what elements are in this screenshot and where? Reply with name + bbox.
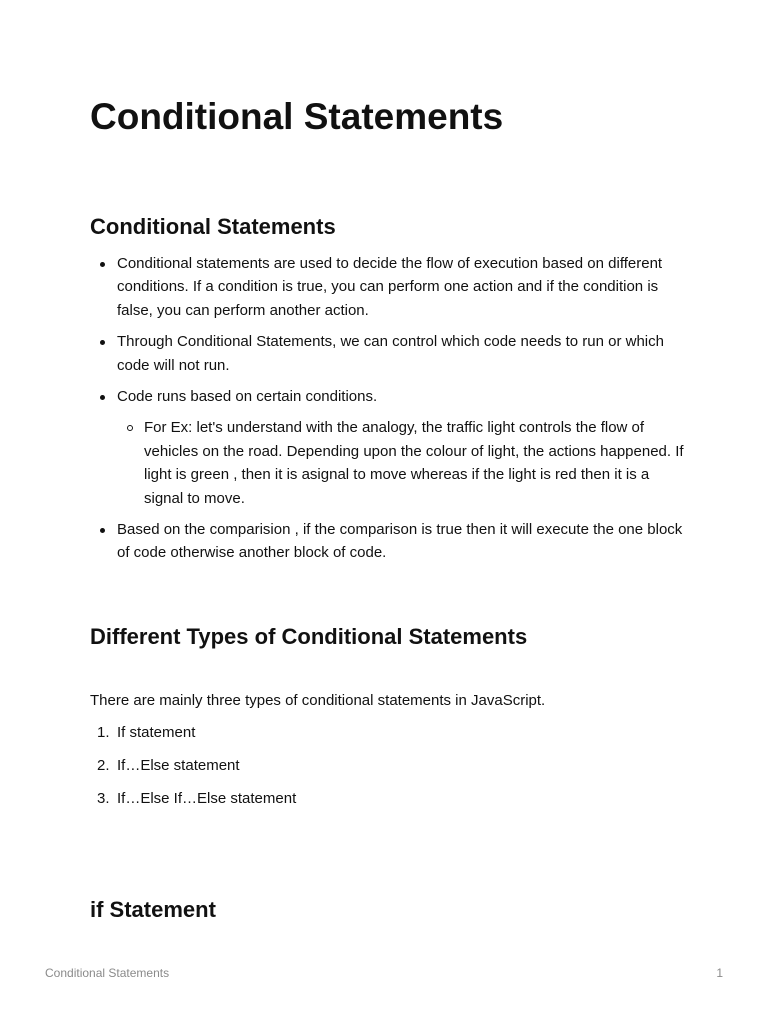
section-conditional-statements	[90, 213, 686, 565]
section-if-statement	[90, 896, 686, 924]
footer-title: Conditional Statements	[45, 966, 170, 980]
page-number: 1	[716, 966, 723, 980]
item-number: 1.	[97, 724, 110, 741]
bullet-list	[90, 252, 686, 565]
list-item: Conditional statements are used to decide the flow of execution based on different conditions. If a condition is true, you can perform one action and if the condition is false, you can perform another action.	[90, 252, 686, 322]
item-number: 2.	[97, 757, 110, 774]
list-item-text: Code runs based on certain conditions.	[117, 388, 378, 406]
numbered-item	[90, 721, 686, 744]
item-text: If…Else statement	[117, 757, 240, 774]
sub-list-item: For Ex: let's understand with the analogy, the traffic light controls the flow of vehicles on the road. Depending upon the colour of light, the actions happened. If light is green , then it is asignal to move whereas if the light is red then it is a signal to move.	[117, 416, 686, 510]
section-heading: if Statement	[90, 897, 216, 922]
list-item: Based on the comparision , if the comparison is true then it will execute the one block of code otherwise another block of code.	[90, 518, 686, 565]
item-number: 3.	[97, 790, 110, 807]
sub-bullet-list	[117, 416, 686, 510]
item-text: If statement	[117, 724, 196, 741]
list-item: Through Conditional Statements, we can control which code needs to run or which code will not run.	[90, 330, 686, 377]
numbered-list	[90, 721, 686, 810]
item-text: If…Else If…Else statement	[117, 790, 297, 807]
page-title: Conditional Statements	[90, 96, 504, 137]
numbered-item	[90, 754, 686, 777]
section-different-types	[90, 623, 686, 810]
section-heading: Different Types of Conditional Statements	[90, 624, 528, 649]
numbered-item	[90, 787, 686, 810]
list-item	[90, 385, 686, 510]
intro-paragraph: There are mainly three types of conditional statements in JavaScript.	[90, 692, 546, 709]
section-heading: Conditional Statements	[90, 214, 336, 239]
